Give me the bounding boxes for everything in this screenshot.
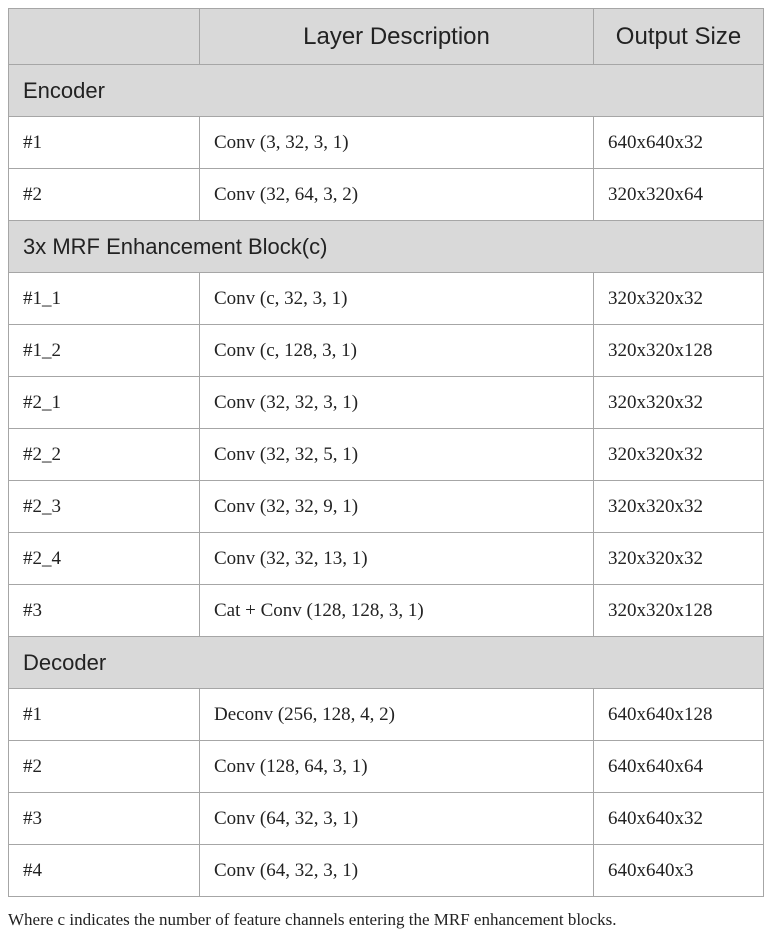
layer-description-cell: Conv (64, 32, 3, 1): [200, 793, 594, 845]
layer-description-cell: Conv (3, 32, 3, 1): [200, 117, 594, 169]
layer-table-container: [8, 8, 763, 897]
layer-description-cell: Conv (c, 32, 3, 1): [200, 273, 594, 325]
layer-id-cell: #1: [9, 117, 200, 169]
header-index: [9, 9, 200, 65]
layer-id-cell: #3: [9, 793, 200, 845]
table-row: [9, 429, 764, 481]
section-title: Decoder: [9, 637, 764, 689]
output-size-cell: 640x640x32: [594, 117, 764, 169]
layer-id-cell: #3: [9, 585, 200, 637]
output-size-cell: 640x640x128: [594, 689, 764, 741]
layer-id-cell: #2_3: [9, 481, 200, 533]
output-size-cell: 320x320x128: [594, 585, 764, 637]
output-size-cell: 320x320x32: [594, 533, 764, 585]
layer-table: [8, 8, 764, 897]
output-size-cell: 640x640x3: [594, 845, 764, 897]
layer-id-cell: #2: [9, 741, 200, 793]
header-layer-description: Layer Description: [200, 9, 594, 65]
layer-id-cell: #1_1: [9, 273, 200, 325]
layer-description-cell: Conv (32, 64, 3, 2): [200, 169, 594, 221]
output-size-cell: 640x640x32: [594, 793, 764, 845]
table-body: [9, 65, 764, 897]
output-size-cell: 320x320x32: [594, 377, 764, 429]
section-row: [9, 637, 764, 689]
table-row: [9, 689, 764, 741]
layer-id-cell: #1_2: [9, 325, 200, 377]
layer-description-cell: Conv (64, 32, 3, 1): [200, 845, 594, 897]
layer-description-cell: Conv (128, 64, 3, 1): [200, 741, 594, 793]
layer-description-cell: Conv (32, 32, 9, 1): [200, 481, 594, 533]
output-size-cell: 320x320x32: [594, 429, 764, 481]
table-row: [9, 793, 764, 845]
layer-id-cell: #2: [9, 169, 200, 221]
table-row: [9, 117, 764, 169]
output-size-cell: 320x320x64: [594, 169, 764, 221]
layer-id-cell: #2_1: [9, 377, 200, 429]
layer-id-cell: #1: [9, 689, 200, 741]
table-row: [9, 325, 764, 377]
table-row: [9, 741, 764, 793]
section-title: 3x MRF Enhancement Block(c): [9, 221, 764, 273]
layer-description-cell: Conv (32, 32, 3, 1): [200, 377, 594, 429]
layer-description-cell: Deconv (256, 128, 4, 2): [200, 689, 594, 741]
layer-description-cell: Conv (32, 32, 13, 1): [200, 533, 594, 585]
table-row: [9, 533, 764, 585]
table-header-row: [9, 9, 764, 65]
header-output-size: Output Size: [594, 9, 764, 65]
layer-description-cell: Cat + Conv (128, 128, 3, 1): [200, 585, 594, 637]
table-row: [9, 169, 764, 221]
layer-id-cell: #4: [9, 845, 200, 897]
output-size-cell: 320x320x128: [594, 325, 764, 377]
table-row: [9, 845, 764, 897]
layer-description-cell: Conv (c, 128, 3, 1): [200, 325, 594, 377]
section-row: [9, 221, 764, 273]
output-size-cell: 320x320x32: [594, 273, 764, 325]
output-size-cell: 320x320x32: [594, 481, 764, 533]
layer-id-cell: #2_4: [9, 533, 200, 585]
table-row: [9, 481, 764, 533]
table-row: [9, 273, 764, 325]
section-title: Encoder: [9, 65, 764, 117]
table-row: [9, 377, 764, 429]
layer-id-cell: #2_2: [9, 429, 200, 481]
layer-description-cell: Conv (32, 32, 5, 1): [200, 429, 594, 481]
table-row: [9, 585, 764, 637]
output-size-cell: 640x640x64: [594, 741, 764, 793]
section-row: [9, 65, 764, 117]
table-footnote: Where c indicates the number of feature channels entering the MRF enhancement blocks.: [8, 910, 617, 929]
